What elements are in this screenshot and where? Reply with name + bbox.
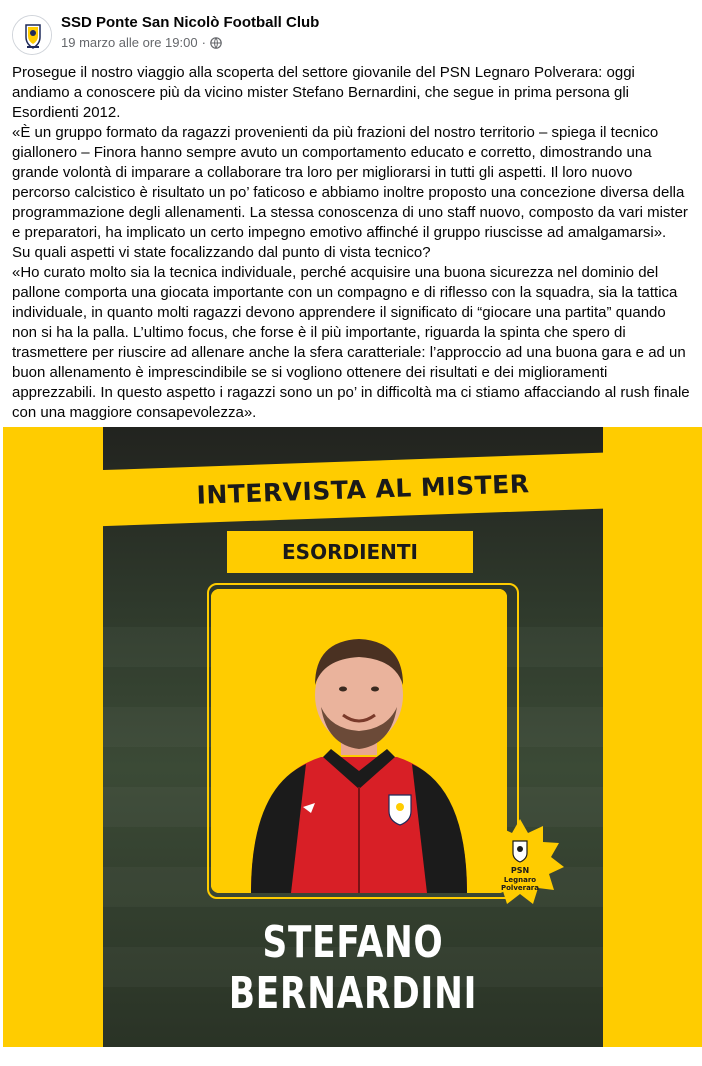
post-paragraph: Su quali aspetti vi state focalizzando dal punto di vista tecnico? — [12, 244, 431, 261]
post-paragraph: «È un gruppo formato da ragazzi provenienti da più frazioni del nostro territorio – spiega il tecnico giallonero – Finora hanno sempre avuto un comportamento educato e corretto, dimostrando una grande volontà di imparare a collaborare tra loro per migliorarsi in tutti gli aspetti. Il loro nuovo percorso calcistico è risultato un po’ faticoso e abbiamo inoltre proposto una concezione diversa della programmazione degli allenamenti. La stessa conoscenza di uno staff nuovo, composto da vari mister e preparatori, ha implicato un certo impegno emotivo affinché il gruppo riuscisse ad amalgamarsi». — [12, 124, 688, 241]
headline-banner — [103, 451, 603, 527]
post-body — [12, 63, 692, 423]
globe-icon[interactable] — [210, 37, 222, 49]
subheadline-banner — [227, 531, 473, 573]
badge-line: Polverara — [500, 884, 540, 892]
post-paragraph: Prosegue il nostro viaggio alla scoperta del settore giovanile del PSN Legnaro Polverara: oggi andiamo a conoscere più da vicino mister Stefano Bernardini, che segue in prima persona gli Esordienti 2012. — [12, 64, 635, 121]
post-timestamp[interactable]: 19 marzo alle ore 19:00 — [61, 35, 198, 50]
post-paragraph: «Ho curato molto sia la tecnica individuale, perché acquisire una buona sicurezza nel dominio del pallone comporta una giocata importante con un compagno e di riflesso con la squadra, sia la tattica individuale, in quanto molti ragazzi devono apprendere il significato di “giocare una partita” quando non si ha la palla. L’ultimo focus, che forse è il più importante, riguarda la spinta che spero di trasmettere per riuscire ad allenare anche la sfera caratteriale: l’approccio ad una buona gara e ad un buon allenamento è imprescindibile se si vogliono ottenere dei risultati e dei miglioramenti apprezzabili. In questo aspetto i ragazzi sono un po’ in difficoltà ma ci stiamo affacciando al rush finale con una maggiore consapevolezza». — [12, 264, 690, 421]
post-author[interactable]: SSD Ponte San Nicolò Football Club — [61, 14, 320, 31]
badge-line: Legnaro — [503, 876, 537, 884]
page-avatar[interactable] — [12, 15, 52, 55]
poster-headline: INTERVISTA AL MISTER — [196, 468, 530, 510]
post-image[interactable] — [3, 427, 702, 1047]
poster-subheadline: ESORDIENTI — [282, 540, 418, 564]
interview-poster — [103, 427, 603, 1047]
post-header — [12, 12, 692, 56]
meta-separator: · — [201, 35, 206, 50]
badge-line: PSN — [510, 866, 530, 875]
coach-photo — [211, 589, 507, 893]
coach-name: STEFANO BERNARDINI — [228, 917, 478, 1019]
psn-badge — [475, 817, 565, 907]
post-meta — [61, 35, 222, 50]
